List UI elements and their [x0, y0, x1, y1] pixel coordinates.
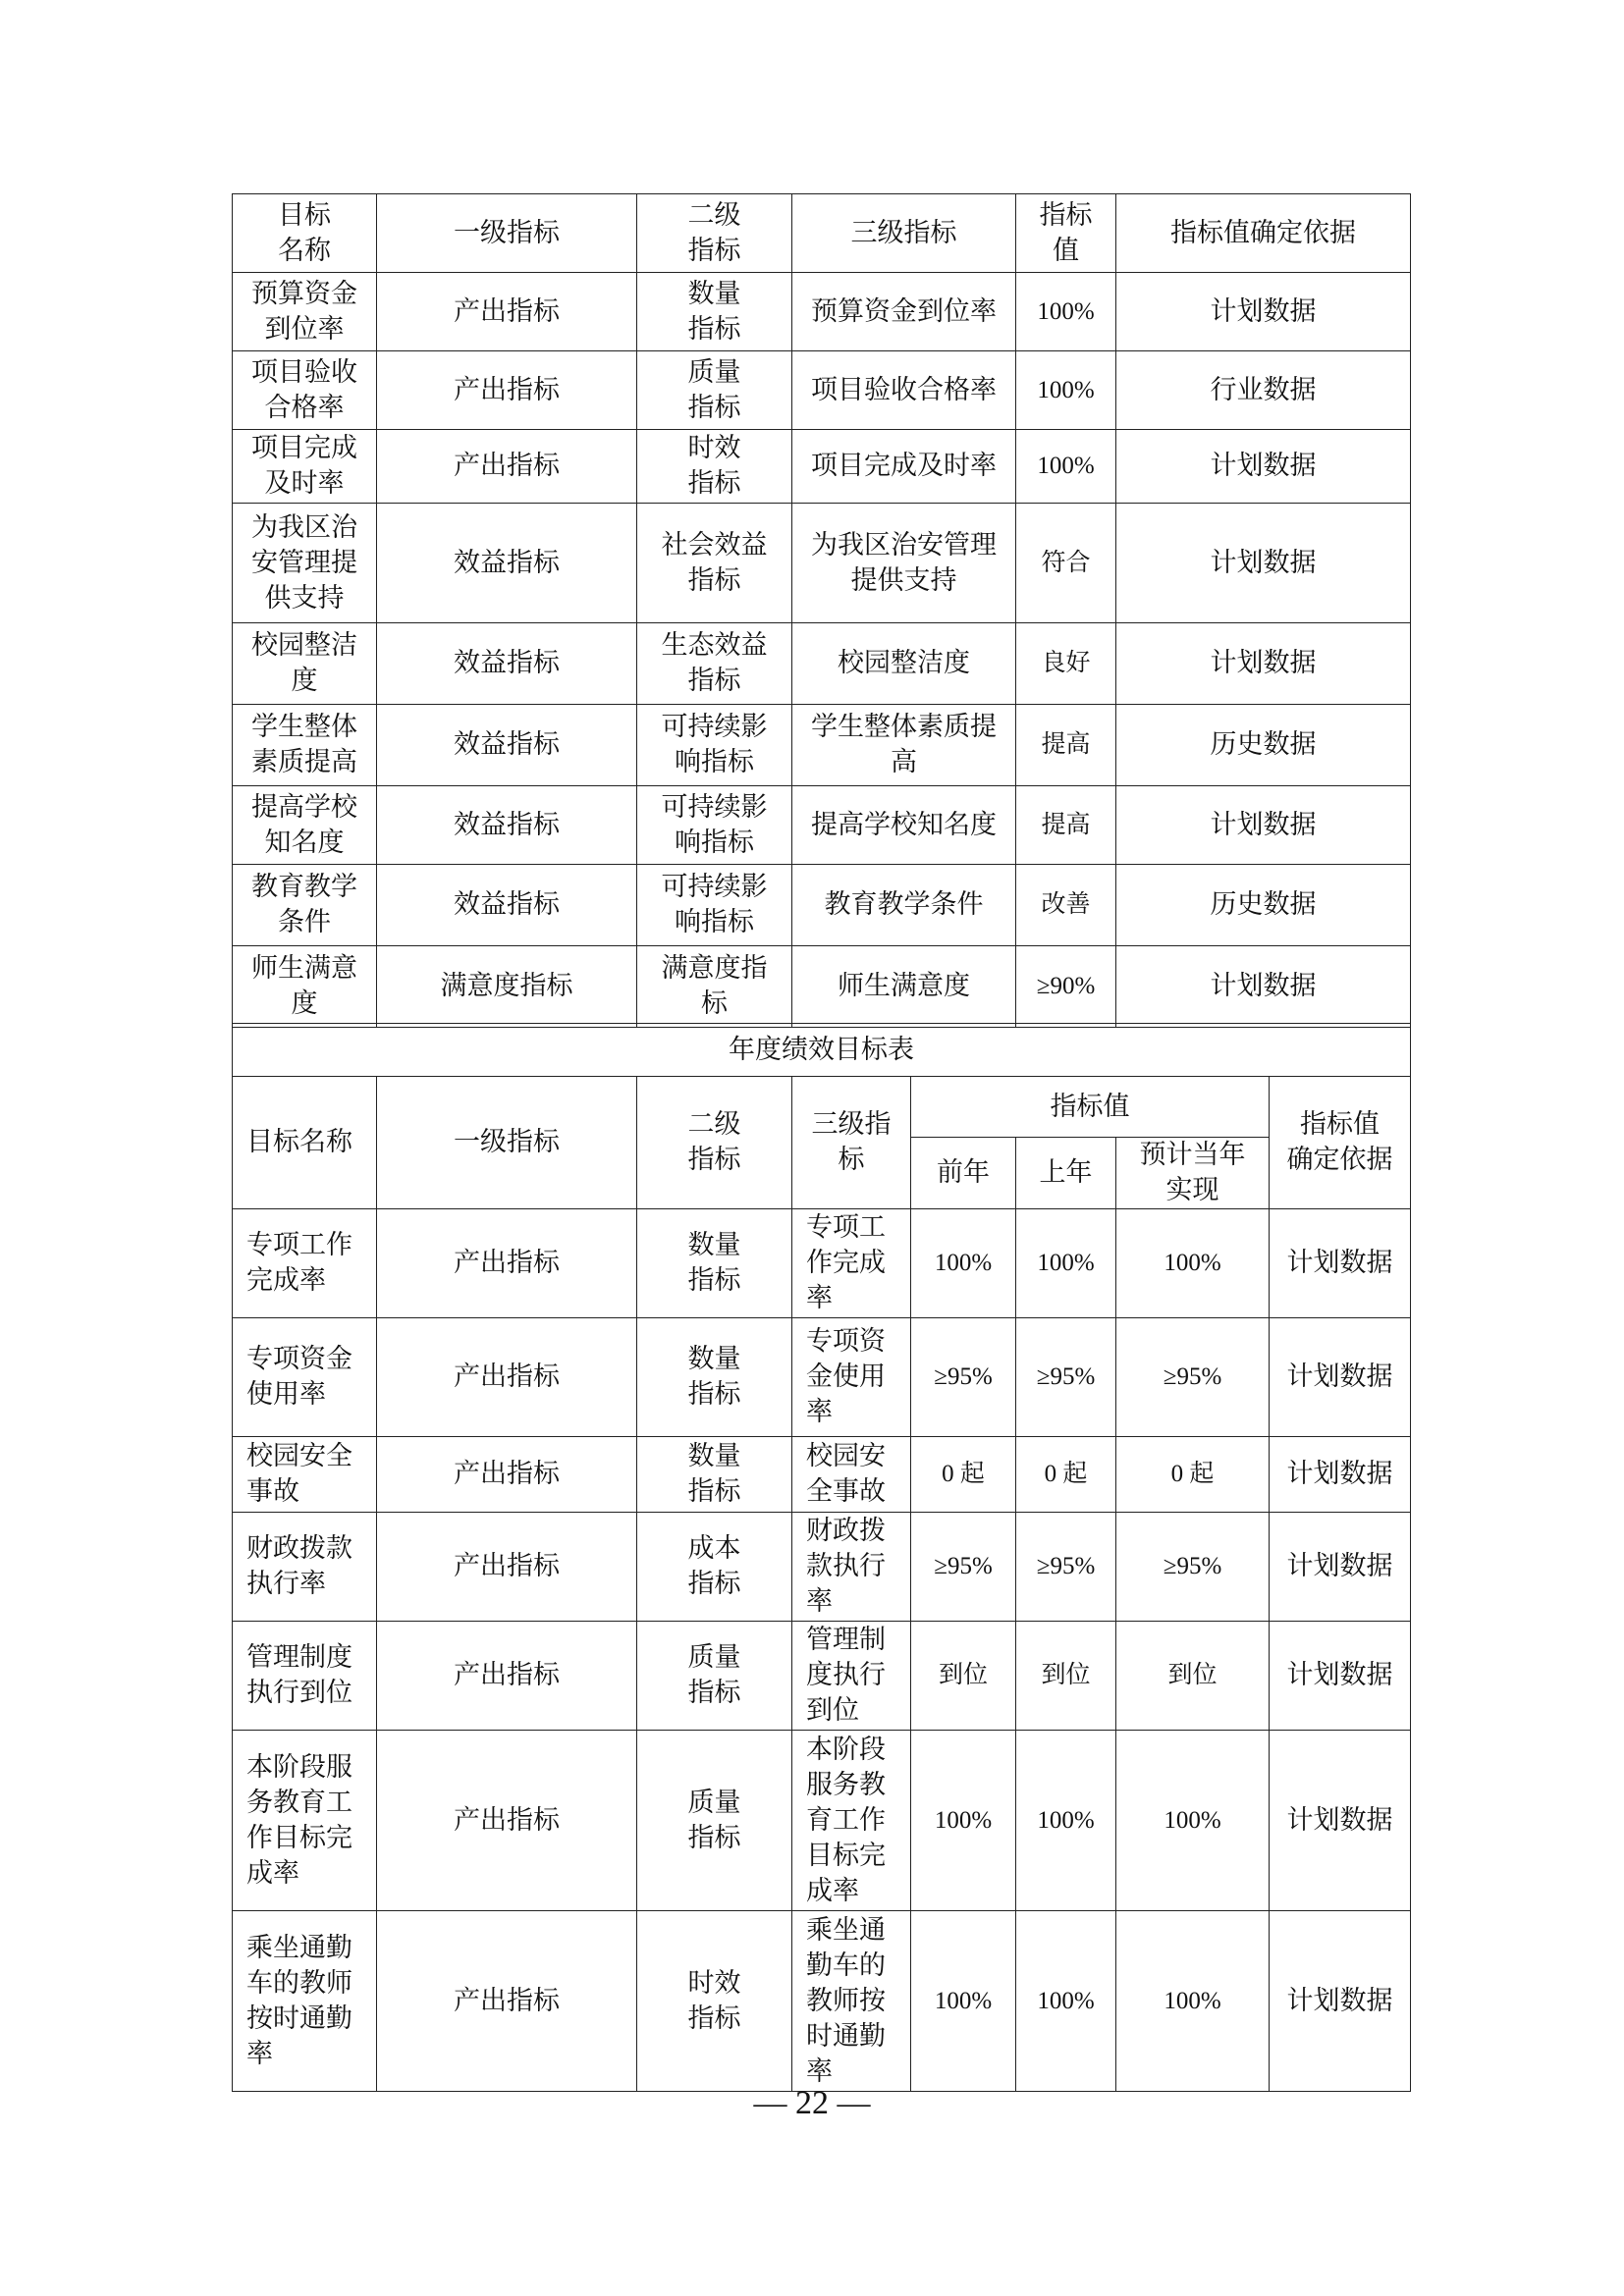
- table-cell: 为我区治 安管理提 供支持: [233, 504, 377, 623]
- table-cell: 行业数据: [1116, 351, 1411, 430]
- table-cell: 时效 指标: [637, 430, 792, 504]
- table-cell: 教育教学 条件: [233, 865, 377, 946]
- table-cell: 效益指标: [377, 504, 637, 623]
- table-cell: 计划数据: [1270, 1622, 1411, 1731]
- table-row: [233, 1318, 1411, 1437]
- table-cell: 师生满意度: [792, 946, 1016, 1028]
- table-cell: 计划数据: [1270, 1437, 1411, 1513]
- table-cell: 历史数据: [1116, 865, 1411, 946]
- table-title: 年度绩效目标表: [233, 1024, 1411, 1077]
- table-cell: 改善: [1016, 865, 1116, 946]
- table-cell: ≥95%: [1016, 1513, 1116, 1622]
- table-cell: 社会效益 指标: [637, 504, 792, 623]
- table-cell: 数量 指标: [637, 273, 792, 351]
- table-cell: 100%: [1016, 273, 1116, 351]
- table-cell: 成本 指标: [637, 1513, 792, 1622]
- table-cell: 计划数据: [1270, 1209, 1411, 1318]
- header-row: [233, 194, 1411, 273]
- table-cell: 效益指标: [377, 705, 637, 786]
- table-cell: 100%: [1116, 1731, 1270, 1911]
- table-cell: 产出指标: [377, 351, 637, 430]
- table-cell: 生态效益 指标: [637, 623, 792, 705]
- table-cell: 计划数据: [1270, 1513, 1411, 1622]
- table-cell: 本阶段 服务教 育工作 目标完 成率: [792, 1731, 911, 1911]
- table-cell: 100%: [1116, 1911, 1270, 2092]
- table-cell: 产出指标: [377, 1209, 637, 1318]
- table-cell: 本阶段服 务教育工 作目标完 成率: [233, 1731, 377, 1911]
- header-target-name: 目标名称: [233, 1077, 377, 1209]
- page-number: — 22 —: [753, 2085, 871, 2121]
- table-cell: 效益指标: [377, 865, 637, 946]
- table-cell: 计划数据: [1116, 504, 1411, 623]
- table-cell: 数量 指标: [637, 1209, 792, 1318]
- table-row: [233, 1513, 1411, 1622]
- table-cell: 专项工 作完成 率: [792, 1209, 911, 1318]
- header-value-group: 指标值: [911, 1077, 1270, 1138]
- table-cell: 100%: [1016, 1209, 1116, 1318]
- table-cell: 管理制度 执行到位: [233, 1622, 377, 1731]
- header-cell: 指标值确定依据: [1116, 194, 1411, 273]
- table-cell: 提高: [1016, 786, 1116, 865]
- table-cell: 到位: [1116, 1622, 1270, 1731]
- table-cell: 数量 指标: [637, 1318, 792, 1437]
- table-cell: 到位: [1016, 1622, 1116, 1731]
- table-cell: 为我区治安管理 提供支持: [792, 504, 1016, 623]
- table-cell: 乘坐通 勤车的 教师按 时通勤 率: [792, 1911, 911, 2092]
- table-cell: 100%: [911, 1911, 1016, 2092]
- table-cell: 良好: [1016, 623, 1116, 705]
- table-cell: 到位: [911, 1622, 1016, 1731]
- table-cell: ≥90%: [1016, 946, 1116, 1028]
- header-prev-year: 前年: [911, 1138, 1016, 1209]
- table-cell: 产出指标: [377, 430, 637, 504]
- table-row: [233, 430, 1411, 504]
- table-cell: 计划数据: [1270, 1911, 1411, 2092]
- table-cell: 财政拨款 执行率: [233, 1513, 377, 1622]
- table-row: [233, 1437, 1411, 1513]
- table-row: [233, 786, 1411, 865]
- table-cell: 提高学校 知名度: [233, 786, 377, 865]
- table-cell: 提高学校知名度: [792, 786, 1016, 865]
- table-cell: 教育教学条件: [792, 865, 1016, 946]
- header-cell: 二级 指标: [637, 194, 792, 273]
- header-cell: 三级指标: [792, 194, 1016, 273]
- table-cell: 效益指标: [377, 786, 637, 865]
- table-cell: 预算资金到位率: [792, 273, 1016, 351]
- table-cell: 产出指标: [377, 273, 637, 351]
- table-cell: 产出指标: [377, 1513, 637, 1622]
- indicator-table: [232, 193, 1411, 1028]
- table-cell: 计划数据: [1270, 1318, 1411, 1437]
- header-cell: 指标 值: [1016, 194, 1116, 273]
- table-cell: ≥95%: [911, 1318, 1016, 1437]
- table-cell: 专项资 金使用 率: [792, 1318, 911, 1437]
- table-cell: 校园整洁度: [792, 623, 1016, 705]
- table-row: [233, 1622, 1411, 1731]
- table-cell: ≥95%: [1116, 1513, 1270, 1622]
- table-cell: 校园整洁 度: [233, 623, 377, 705]
- table-cell: 100%: [1016, 351, 1116, 430]
- table-row: [233, 351, 1411, 430]
- table-cell: 历史数据: [1116, 705, 1411, 786]
- table-cell: 乘坐通勤 车的教师 按时通勤 率: [233, 1911, 377, 2092]
- table-cell: 学生整体 素质提高: [233, 705, 377, 786]
- table-cell: 项目完成 及时率: [233, 430, 377, 504]
- table-cell: 满意度指标: [377, 946, 637, 1028]
- table-cell: 效益指标: [377, 623, 637, 705]
- table-row: [233, 1731, 1411, 1911]
- table-cell: 0 起: [911, 1437, 1016, 1513]
- table-cell: ≥95%: [911, 1513, 1016, 1622]
- table-cell: 满意度指 标: [637, 946, 792, 1028]
- table-cell: 计划数据: [1116, 430, 1411, 504]
- table-row: [233, 865, 1411, 946]
- table-cell: 100%: [1116, 1209, 1270, 1318]
- table-row: [233, 623, 1411, 705]
- table-row: [233, 946, 1411, 1028]
- table-cell: 符合: [1016, 504, 1116, 623]
- table-cell: ≥95%: [1016, 1318, 1116, 1437]
- table-cell: 100%: [911, 1209, 1016, 1318]
- table-cell: 质量 指标: [637, 1622, 792, 1731]
- table-cell: 可持续影 响指标: [637, 705, 792, 786]
- table-cell: 预算资金 到位率: [233, 273, 377, 351]
- table-cell: 师生满意 度: [233, 946, 377, 1028]
- table-row: [233, 273, 1411, 351]
- table-cell: 项目验收 合格率: [233, 351, 377, 430]
- table-cell: 校园安全 事故: [233, 1437, 377, 1513]
- table-cell: 产出指标: [377, 1911, 637, 2092]
- header-cell: 一级指标: [377, 194, 637, 273]
- table-cell: 产出指标: [377, 1318, 637, 1437]
- table-cell: 质量 指标: [637, 1731, 792, 1911]
- table-row: [233, 1911, 1411, 2092]
- table-cell: 专项资金 使用率: [233, 1318, 377, 1437]
- table-cell: 管理制 度执行 到位: [792, 1622, 911, 1731]
- table-cell: 100%: [1016, 1911, 1116, 2092]
- table-cell: 产出指标: [377, 1731, 637, 1911]
- table-cell: 0 起: [1116, 1437, 1270, 1513]
- table-cell: 时效 指标: [637, 1911, 792, 2092]
- table-cell: 提高: [1016, 705, 1116, 786]
- table-cell: 校园安 全事故: [792, 1437, 911, 1513]
- table-cell: 学生整体素质提 高: [792, 705, 1016, 786]
- table-row: [233, 504, 1411, 623]
- table-cell: 产出指标: [377, 1437, 637, 1513]
- header-level3: 三级指 标: [792, 1077, 911, 1209]
- header-basis: 指标值 确定依据: [1270, 1077, 1411, 1209]
- table-cell: 计划数据: [1116, 273, 1411, 351]
- table-cell: 项目完成及时率: [792, 430, 1016, 504]
- header-cell: 目标 名称: [233, 194, 377, 273]
- table-cell: 可持续影 响指标: [637, 786, 792, 865]
- table-cell: 计划数据: [1270, 1731, 1411, 1911]
- table-cell: 计划数据: [1116, 786, 1411, 865]
- table-cell: 100%: [1016, 1731, 1116, 1911]
- table-cell: ≥95%: [1116, 1318, 1270, 1437]
- table-row: [233, 705, 1411, 786]
- header-this-year: 预计当年 实现: [1116, 1138, 1270, 1209]
- table-cell: 专项工作 完成率: [233, 1209, 377, 1318]
- table-cell: 项目验收合格率: [792, 351, 1016, 430]
- table-row: [233, 1209, 1411, 1318]
- table-cell: 数量 指标: [637, 1437, 792, 1513]
- table-cell: 质量 指标: [637, 351, 792, 430]
- table-title-row: [233, 1024, 1411, 1077]
- table-cell: 100%: [1016, 430, 1116, 504]
- annual-performance-table: [232, 1023, 1411, 2092]
- table-cell: 100%: [911, 1731, 1016, 1911]
- table-cell: 财政拨 款执行 率: [792, 1513, 911, 1622]
- header-level1: 一级指标: [377, 1077, 637, 1209]
- table-cell: 计划数据: [1116, 946, 1411, 1028]
- table-cell: 产出指标: [377, 1622, 637, 1731]
- header-last-year: 上年: [1016, 1138, 1116, 1209]
- table-cell: 0 起: [1016, 1437, 1116, 1513]
- table-cell: 计划数据: [1116, 623, 1411, 705]
- header-row: [233, 1077, 1411, 1138]
- header-level2: 二级 指标: [637, 1077, 792, 1209]
- table-cell: 可持续影 响指标: [637, 865, 792, 946]
